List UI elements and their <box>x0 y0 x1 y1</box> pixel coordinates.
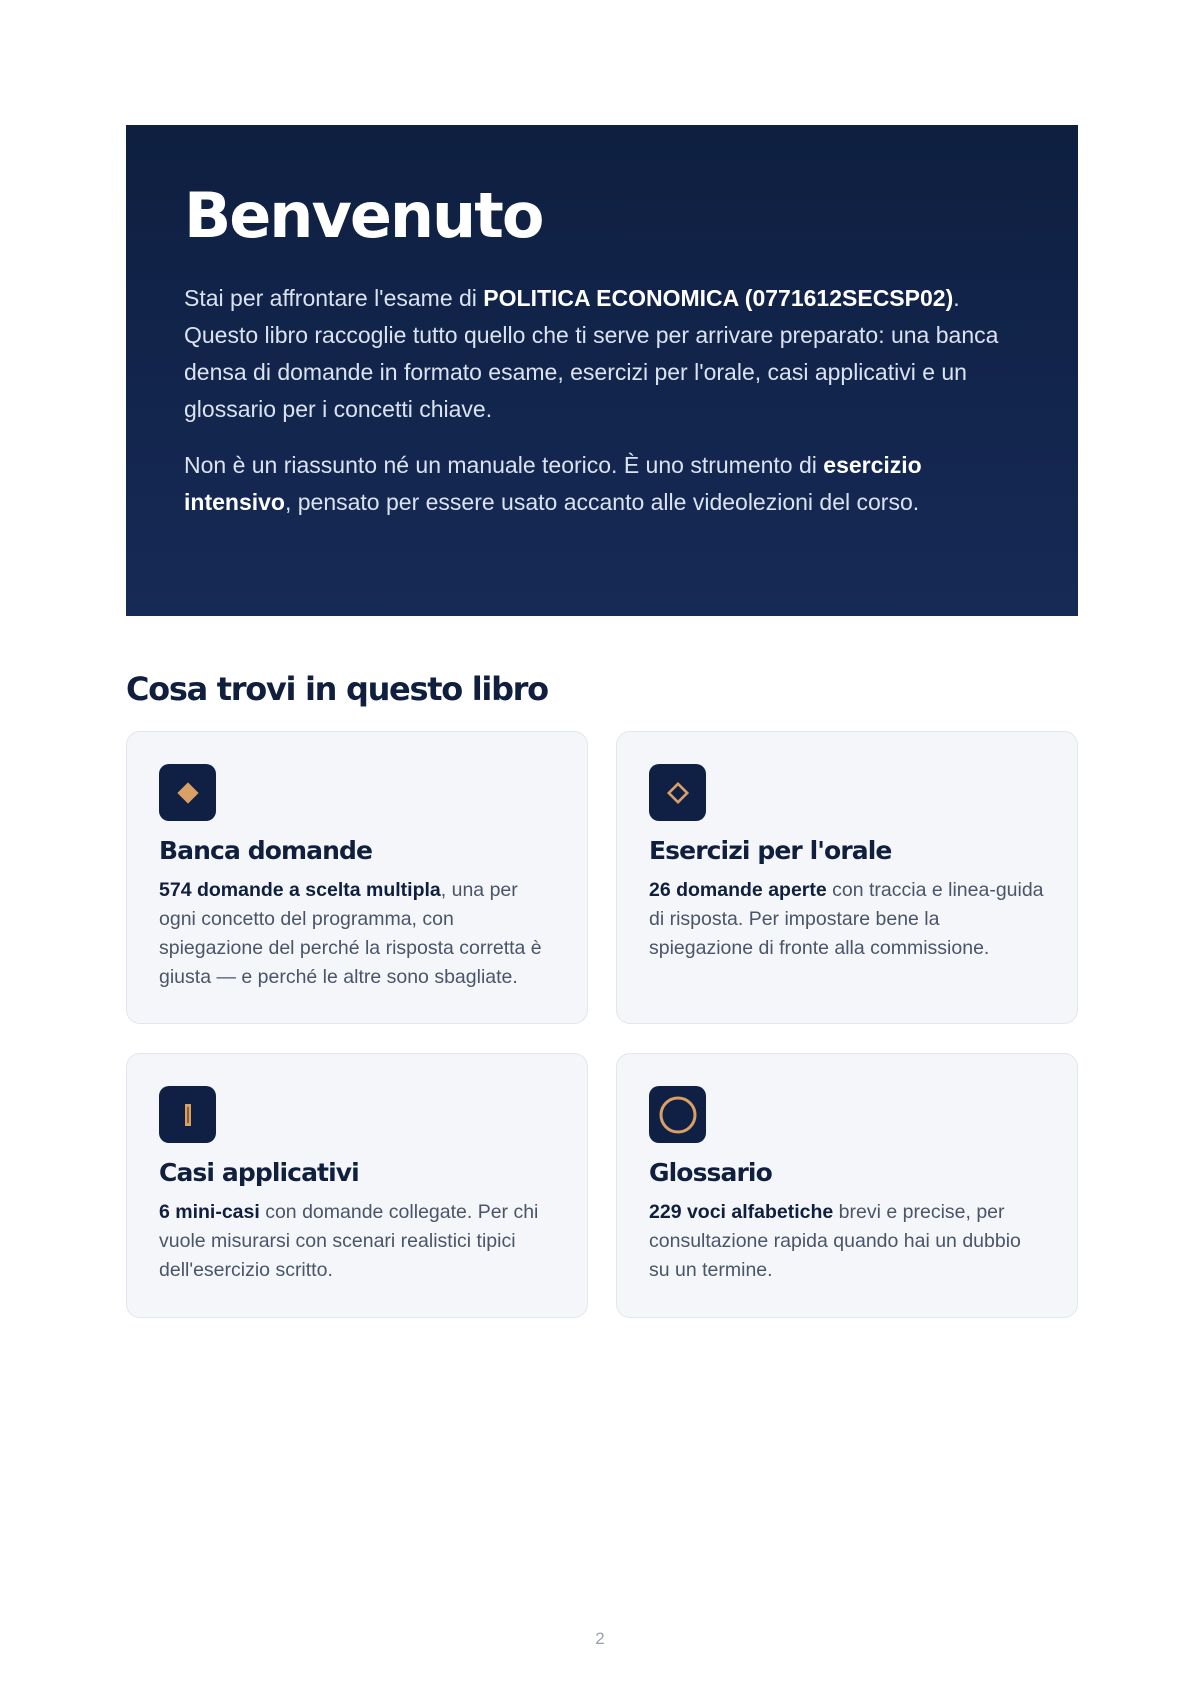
card-text: , una per ogni concetto del programma, con spiegazione del perché la risposta corretta è giusta — e perché le altre sono sbagliate. <box>159 879 542 988</box>
card-highlight: 574 domande a scelta multipla <box>159 879 441 901</box>
card-title: Esercizi per l'orale <box>649 836 892 865</box>
card-description <box>649 876 1045 963</box>
purpose-text-end: , pensato per essere usato accanto alle videolezioni del corso. <box>284 489 920 515</box>
purpose-text-start: Non è un riassunto né un manuale teorico. È uno strumento di <box>184 452 824 478</box>
card-title: Glossario <box>649 1158 772 1187</box>
card-highlight: 6 mini-casi <box>159 1201 260 1223</box>
card-text: con domande collegate. Per chi vuole misurarsi con scenari realistici tipici dell'esercizio scritto. <box>159 1201 539 1281</box>
card-oral-exercises <box>616 731 1078 1024</box>
circle-icon <box>649 1086 706 1143</box>
card-text: brevi e precise, per consultazione rapida quando hai un dubbio su un termine. <box>649 1201 1021 1281</box>
intro-text-end: . Questo libro raccoglie tutto quello che ti serve per arrivare preparato: una banca densa di domande in formato esame, esercizi per l'orale, casi applicativi e un glossario per i concetti chiave. <box>184 285 999 422</box>
card-glossary <box>616 1053 1078 1318</box>
welcome-title: Benvenuto <box>184 179 543 252</box>
card-text: con traccia e linea-guida di risposta. Per impostare bene la spiegazione di fronte alla commissione. <box>649 879 1044 959</box>
section-title: Cosa trovi in questo libro <box>126 670 548 708</box>
filled-diamond-icon <box>159 764 216 821</box>
exam-name: POLITICA ECONOMICA (0771612SECSP02) <box>483 285 954 311</box>
card-case-studies <box>126 1053 588 1318</box>
purpose-highlight: esercizio intensivo <box>184 452 922 515</box>
card-description <box>649 1198 1045 1285</box>
card-title: Banca domande <box>159 836 373 865</box>
card-title: Casi applicativi <box>159 1158 359 1187</box>
welcome-purpose <box>184 447 1020 521</box>
card-highlight: 229 voci alfabetiche <box>649 1201 834 1223</box>
outline-diamond-icon <box>649 764 706 821</box>
welcome-intro <box>184 280 1020 428</box>
page-number: 2 <box>595 1629 605 1648</box>
case-bar-icon <box>159 1086 216 1143</box>
card-description <box>159 876 555 992</box>
card-highlight: 26 domande aperte <box>649 879 827 901</box>
card-question-bank <box>126 731 588 1024</box>
intro-text-start: Stai per affrontare l'esame di <box>184 285 484 311</box>
welcome-banner <box>126 125 1078 616</box>
card-description <box>159 1198 555 1285</box>
